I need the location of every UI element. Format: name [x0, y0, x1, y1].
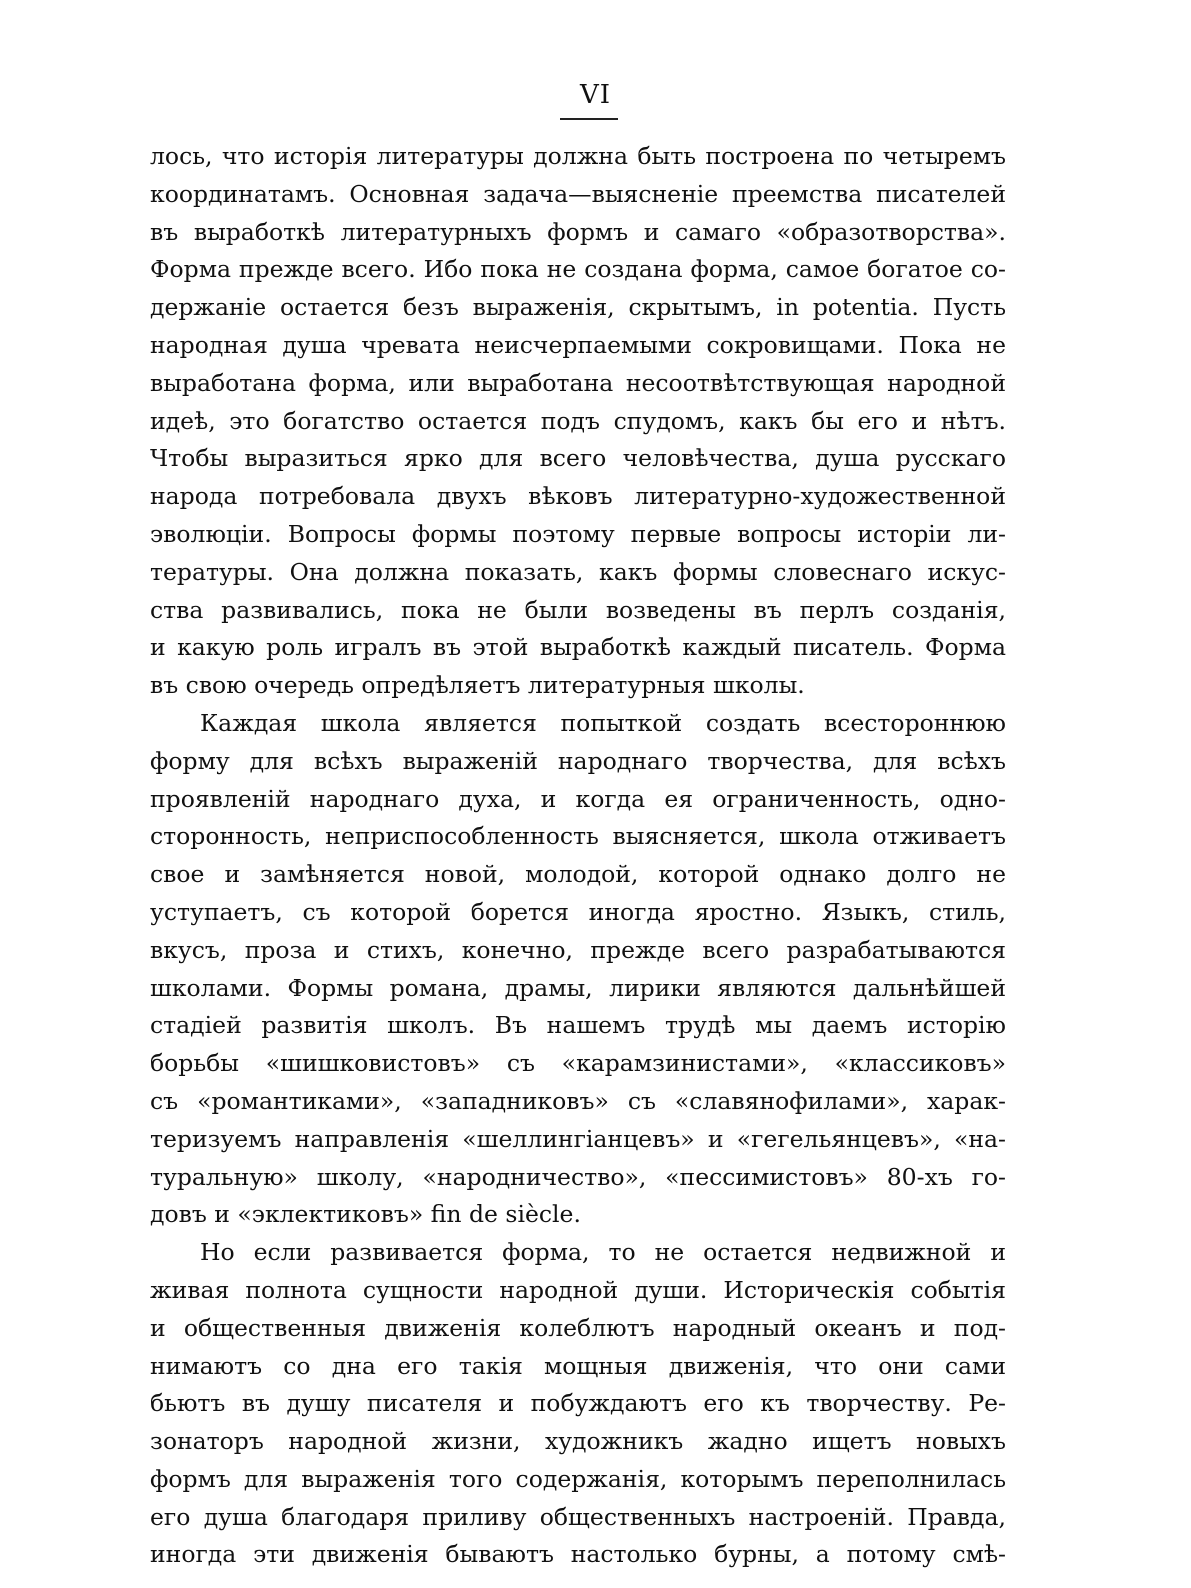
text-line: свое и замѣняется новой, молодой, которой однако долго не: [150, 860, 1006, 889]
text-line: въ свою очередь опредѣляетъ литературныя школы.: [150, 671, 805, 700]
text-line: и какую роль игралъ въ этой выработкѣ каждый писатель. Форма: [150, 633, 1006, 662]
text-line: туральную» школу, «народничество», «пессимистовъ» 80-хъ го-: [150, 1162, 1006, 1191]
text-line: народа потребовала двухъ вѣковъ литературно-художественной: [150, 482, 1006, 511]
text-line: уступаетъ, съ которой борется иногда яростно. Языкъ, стиль,: [150, 897, 1006, 926]
text-line: бьютъ въ душу писателя и побуждаютъ его къ творчеству. Ре-: [150, 1389, 1006, 1418]
text-line: теризуемъ направленія «шеллингіанцевъ» и «гегельянцевъ», «на-: [150, 1124, 1006, 1153]
text-line: Каждая школа является попыткой создать всестороннюю: [200, 708, 1006, 737]
text-line: Но если развивается форма, то не остается недвижной и: [200, 1238, 1006, 1267]
text-line: сторонность, неприспособленность выясняется, школа отживаетъ: [150, 822, 1006, 851]
text-line: держаніе остается безъ выраженія, скрытымъ, in potentia. Пусть: [150, 293, 1006, 322]
page-number-rule: [560, 118, 618, 120]
text-line: ства развивались, пока не были возведены въ перлъ созданія,: [150, 595, 1006, 624]
text-line: Форма прежде всего. Ибо пока не создана форма, самое богатое со-: [150, 255, 1006, 284]
text-line: формъ для выраженія того содержанія, которымъ переполнилась: [150, 1464, 1006, 1493]
text-line: въ выработкѣ литературныхъ формъ и самаго «образотворства».: [150, 217, 1006, 246]
text-line: форму для всѣхъ выраженій народнаго творчества, для всѣхъ: [150, 746, 1006, 775]
text-line: его душа благодаря приливу общественныхъ настроеній. Правда,: [150, 1502, 1006, 1531]
text-line: борьбы «шишковистовъ» съ «карамзинистами», «классиковъ»: [150, 1049, 1006, 1078]
text-line: и общественныя движенія колеблютъ народный океанъ и под-: [150, 1313, 1006, 1342]
text-line: выработана форма, или выработана несоотвѣтствующая народной: [150, 368, 1006, 397]
text-line: школами. Формы романа, драмы, лирики являются дальнѣйшей: [150, 973, 1006, 1002]
text-line: идеѣ, это богатство остается подъ спудомъ, какъ бы его и нѣтъ.: [150, 406, 1006, 435]
text-line: координатамъ. Основная задача—выясненіе преемства писателей: [150, 179, 1006, 208]
page-number: VI: [579, 80, 612, 110]
text-line: нимаютъ со дна его такія мощныя движенія, что они сами: [150, 1351, 1006, 1380]
text-line: иногда эти движенія бываютъ настолько бурны, а потому смѣ-: [150, 1540, 1006, 1569]
text-line: довъ и «эклектиковъ» fin de siècle.: [150, 1200, 581, 1229]
text-line: тературы. Она должна показать, какъ формы словеснаго искус-: [150, 557, 1006, 586]
text-line: эволюціи. Вопросы формы поэтому первые вопросы исторіи ли-: [150, 519, 1006, 548]
text-line: народная душа чревата неисчерпаемыми сокровищами. Пока не: [150, 330, 1006, 359]
text-line: живая полнота сущности народной души. Историческія событія: [150, 1275, 1006, 1304]
text-line: Чтобы выразиться ярко для всего человѣчества, душа русскаго: [150, 444, 1006, 473]
text-line: съ «романтиками», «западниковъ» съ «славянофилами», харак-: [150, 1086, 1006, 1115]
text-line: лось, что исторія литературы должна быть построена по четыремъ: [150, 142, 1006, 170]
text-line: зонаторъ народной жизни, художникъ жадно ищетъ новыхъ: [150, 1427, 1006, 1456]
text-line: стадіей развитія школъ. Въ нашемъ трудѣ мы даемъ исторію: [150, 1011, 1006, 1040]
page-text: [150, 138, 1006, 1569]
text-line: вкусъ, проза и стихъ, конечно, прежде всего разрабатываются: [150, 935, 1006, 964]
text-line: проявленій народнаго духа, и когда ея ограниченность, одно-: [150, 784, 1006, 813]
